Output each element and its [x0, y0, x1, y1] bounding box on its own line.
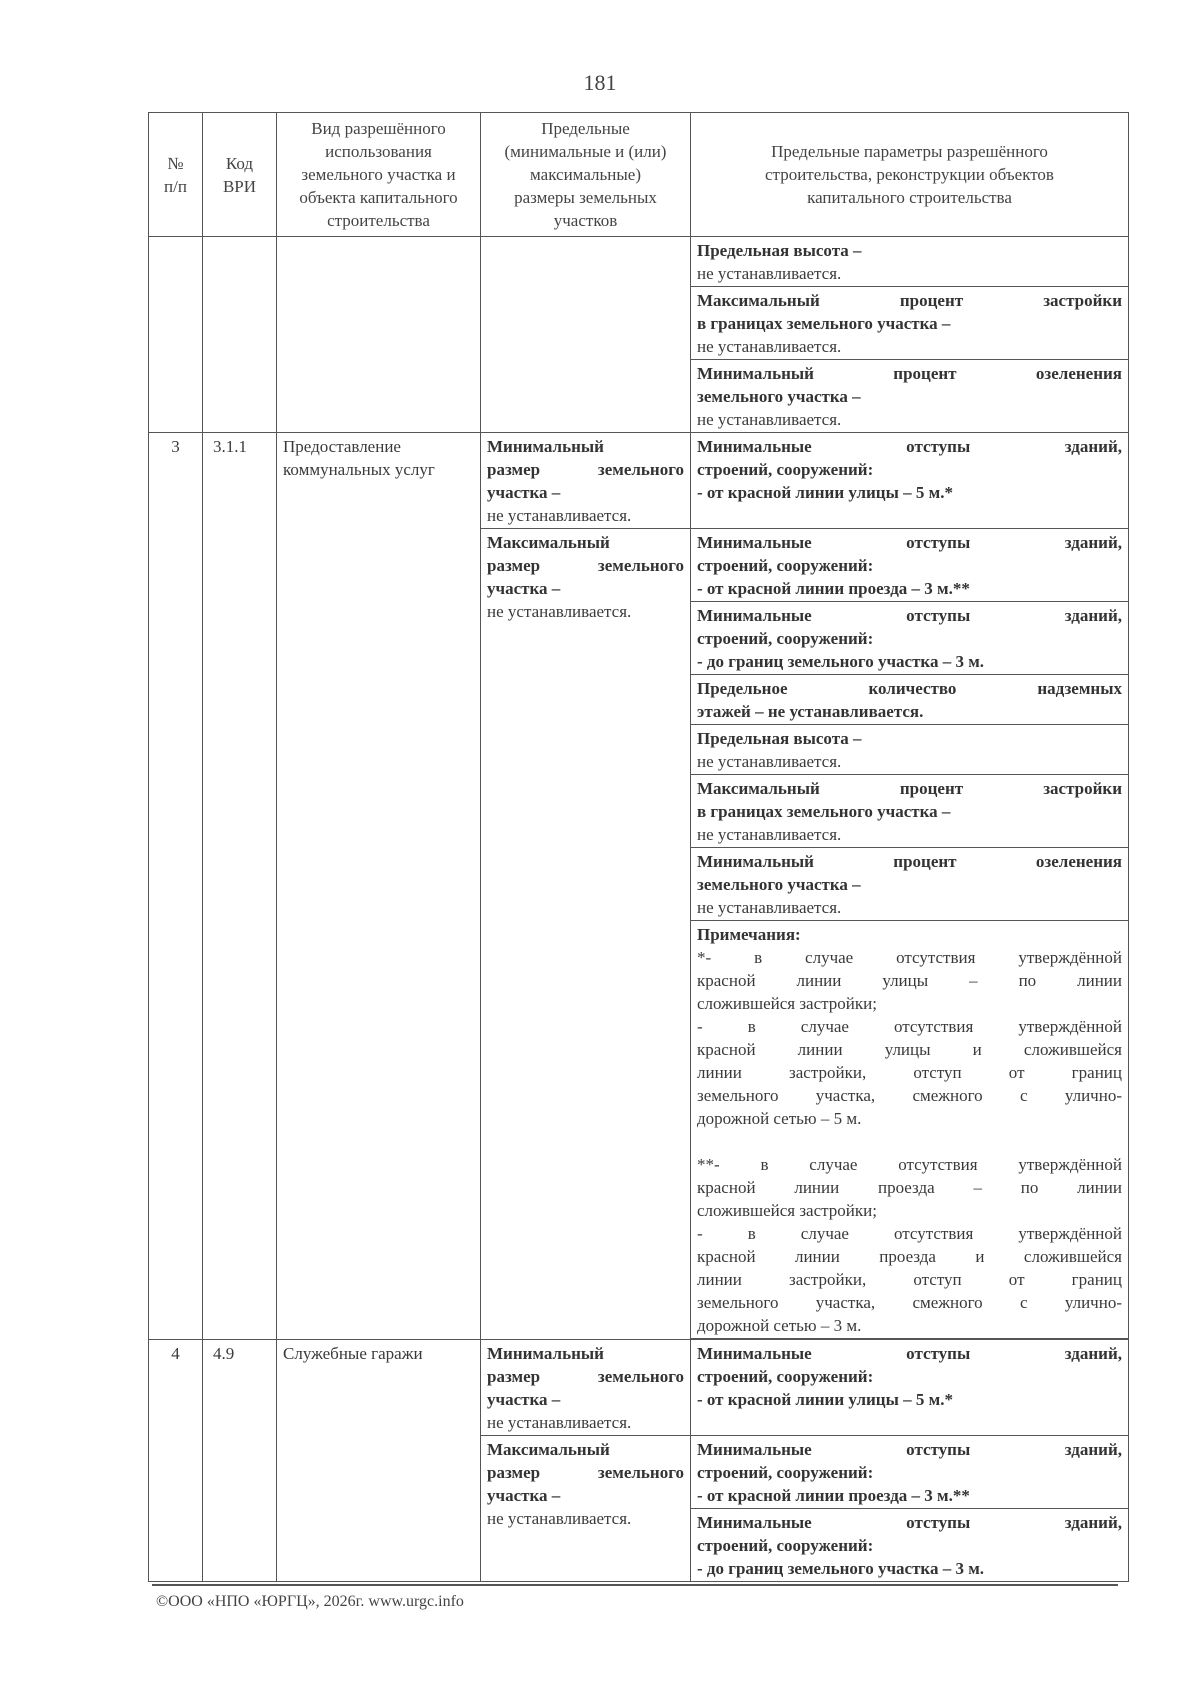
- param-cell: Минимальные отступы зданий, строений, сооружений: - от красной линии проезда – 3 м.**: [691, 1436, 1129, 1509]
- param-cell: Максимальный процент застройки в границах земельного участка – не устанавливается.: [691, 287, 1129, 360]
- header-params: Предельные параметры разрешённого строительства, реконструкции объектов капитального строительства: [691, 113, 1129, 237]
- cell-code: 4.9: [203, 1340, 277, 1582]
- notes-title: Примечания:: [697, 925, 801, 944]
- param-cell: Предельная высота – не устанавливается.: [691, 237, 1129, 287]
- cell-max-size: Максимальный размер земельного участка – не устанавливается.: [481, 529, 691, 1340]
- cell-num: [149, 237, 203, 433]
- cell-use: Служебные гаражи: [277, 1340, 481, 1582]
- footer-copyright: ©ООО «НПО «ЮРГЦ», 2026г. www.urgc.info: [156, 1593, 464, 1610]
- table-row: [149, 433, 1129, 529]
- cell-use: Предоставление коммунальных услуг: [277, 433, 481, 1340]
- header-use: Вид разрешённого использования земельного участка и объекта капитального строительства: [277, 113, 481, 237]
- param-cell: Предельное количество надземных этажей – не устанавливается.: [691, 675, 1129, 725]
- param-cell: Предельная высота – не устанавливается.: [691, 725, 1129, 775]
- header-code: Код ВРИ: [203, 113, 277, 237]
- param-cell: Максимальный процент застройки в границах земельного участка – не устанавливается.: [691, 775, 1129, 848]
- zoning-table: [148, 112, 1129, 1582]
- param-cell: Минимальные отступы зданий, строений, сооружений: - до границ земельного участка – 3 м.: [691, 602, 1129, 675]
- cell-num: 3: [149, 433, 203, 1340]
- header-num: № п/п: [149, 113, 203, 237]
- cell-min-size: Минимальный размер земельного участка – не устанавливается.: [481, 1340, 691, 1436]
- cell-code: 3.1.1: [203, 433, 277, 1340]
- table-header-row: [149, 113, 1129, 237]
- cell-code: [203, 237, 277, 433]
- table-row: [149, 237, 1129, 287]
- cell-max-size: Максимальный размер земельного участка – не устанавливается.: [481, 1436, 691, 1582]
- param-cell: Минимальный процент озеленения земельного участка – не устанавливается.: [691, 360, 1129, 433]
- notes-cell: Примечания: *- в случае отсутствия утверждённой красной линии улицы – по линии сложившейся застройки; - в случае отсутствия утверждённой красной линии улицы и сложившейся линии застройки, отступ от границ земельного участка, смежного с улично- дорожной сетью – 5 м. **- в случае отсутствия утверждённой красной линии проезда – по линии сложившейся застройки; - в случае отсутствия утверждённой красной линии проезда и сложившейся линии застройки, отступ от границ земельного участка, смежного с улично- дорожной сетью – 3 м.: [691, 921, 1129, 1339]
- table-row: [149, 1340, 1129, 1436]
- cell-min-size: Минимальный размер земельного участка – не устанавливается.: [481, 433, 691, 529]
- cell-size: [481, 237, 691, 433]
- cell-num: 4: [149, 1340, 203, 1582]
- param-cell: Минимальные отступы зданий, строений, сооружений: - до границ земельного участка – 3 м.: [691, 1509, 1129, 1582]
- header-size: Предельные (минимальные и (или) максимальные) размеры земельных участков: [481, 113, 691, 237]
- param-cell: Минимальные отступы зданий, строений, сооружений: - от красной линии проезда – 3 м.**: [691, 529, 1129, 602]
- cell-use: [277, 237, 481, 433]
- footer-divider: [152, 1584, 1118, 1586]
- param-cell: Минимальный процент озеленения земельного участка – не устанавливается.: [691, 848, 1129, 921]
- param-cell: Минимальные отступы зданий, строений, сооружений: - от красной линии улицы – 5 м.*: [691, 1340, 1129, 1436]
- page-number: 181: [583, 70, 617, 95]
- param-cell: Минимальные отступы зданий, строений, сооружений: - от красной линии улицы – 5 м.*: [691, 433, 1129, 529]
